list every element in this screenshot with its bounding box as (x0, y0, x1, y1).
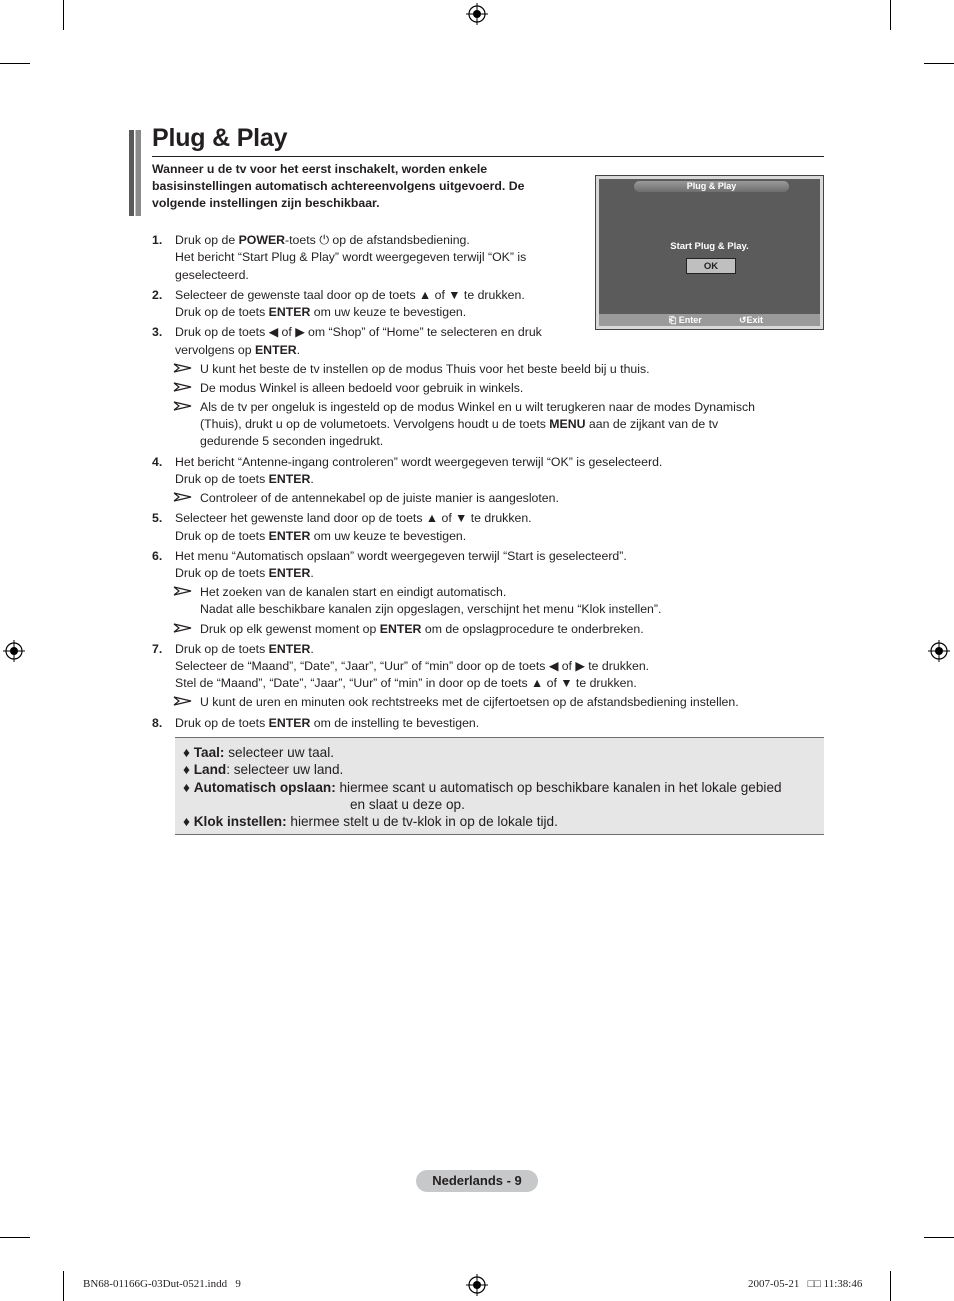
step-note: Druk op elk gewenst moment op ENTER om de opslagprocedure te onderbreken. (200, 622, 644, 636)
step-text: Druk op de toets ENTER. (175, 642, 314, 656)
crop-mark (0, 1237, 30, 1238)
step-note: Als de tv per ongeluk is ingesteld op de modus Winkel en u wilt terugkeren naar de modes Dynamisch (200, 400, 756, 414)
crop-mark (890, 0, 891, 30)
step-note: gedurende 5 seconden ingedrukt. (200, 434, 384, 448)
crop-mark (924, 63, 954, 64)
step-text: Druk op de toets ENTER. (175, 566, 314, 580)
intro-paragraph: Wanneer u de tv voor het eerst inschakelt, worden enkele basisinstellingen automatisch achtereenvolgens uitgevoerd. De volgende instellingen zijn beschikbaar. (152, 162, 525, 210)
note-arrow-icon (173, 586, 193, 596)
step-text: Druk op de toets ENTER. (175, 472, 314, 486)
page-number-badge: Nederlands - 9 (416, 1170, 538, 1192)
step-note: (Thuis), drukt u op de volumetoets. Vervolgens houdt u de toets MENU aan de zijkant van de tv (200, 417, 719, 431)
step-number: 5. (152, 511, 163, 525)
osd-enter-hint (669, 314, 702, 326)
title-accent-bar (129, 130, 141, 216)
step-text: Selecteer de “Maand”, “Date”, “Jaar”, “Uur” of “min” door op de toets ◀ of ▶ te drukken. (175, 659, 650, 673)
step-number: 7. (152, 642, 163, 656)
step-text: geselecteerd. (175, 268, 249, 282)
step-text: Druk op de toets ENTER om uw keuze te bevestigen. (175, 529, 467, 543)
note-arrow-icon (173, 401, 193, 411)
step-note: Het zoeken van de kanalen start en eindigt automatisch. (200, 585, 507, 599)
step-number: 8. (152, 716, 163, 730)
step-text: Het bericht “Antenne-ingang controleren” wordt weergegeven terwijl “OK” is geselecteerd. (175, 455, 663, 469)
note-arrow-icon (173, 696, 193, 706)
note-arrow-icon (173, 382, 193, 392)
note-arrow-icon (173, 363, 193, 373)
diamond-bullet-icon: ♦ (183, 762, 194, 777)
step-text: vervolgens op ENTER. (175, 343, 301, 357)
step-note: U kunt de uren en minuten ook rechtstreeks met de cijfertoetsen op de afstandsbediening instellen. (200, 695, 739, 709)
note-arrow-icon (173, 492, 193, 502)
step-note: Nadat alle beschikbare kanalen zijn opgeslagen, verschijnt het menu “Klok instellen”. (200, 602, 662, 616)
diamond-bullet-icon: ♦ (183, 814, 194, 829)
osd-footer (599, 314, 820, 326)
title-divider (152, 156, 824, 157)
step-number: 4. (152, 455, 163, 469)
crop-mark (63, 1271, 64, 1301)
crop-mark (924, 1237, 954, 1238)
step-number: 2. (152, 288, 163, 302)
crop-mark (0, 63, 30, 64)
return-icon: ↺ (739, 315, 747, 325)
step-text: Stel de “Maand”, “Date”, “Jaar”, “Uur” of “min” in door op de toets ▲ of ▼ te drukken. (175, 676, 637, 690)
step-text: Het menu “Automatisch opslaan” wordt weergegeven terwijl “Start is geselecteerd”. (175, 549, 627, 563)
step-number: 3. (152, 325, 163, 339)
step-text: Druk op de POWER-toets ⏻ op de afstandsbediening. (175, 233, 470, 247)
registration-mark-icon (3, 640, 25, 662)
step-text: Selecteer het gewenste land door op de toets ▲ of ▼ te drukken. (175, 511, 532, 525)
registration-mark-icon (466, 1274, 488, 1296)
enter-icon: ⎗ (669, 315, 677, 325)
summary-item: ♦ Land: selecteer uw land. (183, 762, 344, 777)
summary-item-continuation: en slaat u deze op. (350, 797, 465, 812)
page-title: Plug & Play (152, 124, 288, 152)
print-slug-timestamp: 2007-05-21 □□ 11:38:46 (748, 1278, 863, 1290)
step-note: Controleer of de antennekabel op de juiste manier is aangesloten. (200, 491, 559, 505)
osd-exit-label: Exit (746, 315, 764, 325)
print-slug-filename: BN68-01166G-03Dut-0521.indd 9 (83, 1278, 241, 1290)
summary-item: ♦ Taal: selecteer uw taal. (183, 745, 334, 760)
step-text: Druk op de toets ◀ of ▶ om “Shop” of “Home” te selecteren en druk (175, 325, 542, 339)
summary-box (175, 737, 824, 835)
osd-ok-button[interactable]: OK (686, 258, 736, 274)
osd-exit-hint (739, 314, 763, 326)
summary-item: ♦ Klok instellen: hiermee stelt u de tv-klok in op de lokale tijd. (183, 814, 558, 829)
diamond-bullet-icon: ♦ (183, 745, 194, 760)
step-text: Het bericht “Start Plug & Play” wordt weergegeven terwijl “OK” is (175, 250, 527, 264)
step-number: 1. (152, 233, 163, 247)
step-number: 6. (152, 549, 163, 563)
step-text: Druk op de toets ENTER om de instelling te bevestigen. (175, 716, 480, 730)
summary-item: ♦ Automatisch opslaan: hiermee scant u automatisch op beschikbare kanalen in het lokale gebied (183, 780, 782, 795)
step-note: U kunt het beste de tv instellen op de modus Thuis voor het beste beeld bij u thuis. (200, 362, 650, 376)
crop-mark (63, 0, 64, 30)
osd-header: Plug & Play (634, 181, 789, 192)
registration-mark-icon (466, 3, 488, 25)
diamond-bullet-icon: ♦ (183, 780, 194, 795)
osd-enter-label: Enter (678, 315, 702, 325)
osd-message: Start Plug & Play. (670, 241, 749, 252)
step-note: De modus Winkel is alleen bedoeld voor gebruik in winkels. (200, 381, 524, 395)
step-text: Selecteer de gewenste taal door op de toets ▲ of ▼ te drukken. (175, 288, 525, 302)
step-text: Druk op de toets ENTER om uw keuze te bevestigen. (175, 305, 467, 319)
osd-screenshot (595, 175, 824, 330)
crop-mark (890, 1271, 891, 1301)
registration-mark-icon (928, 640, 950, 662)
note-arrow-icon (173, 623, 193, 633)
